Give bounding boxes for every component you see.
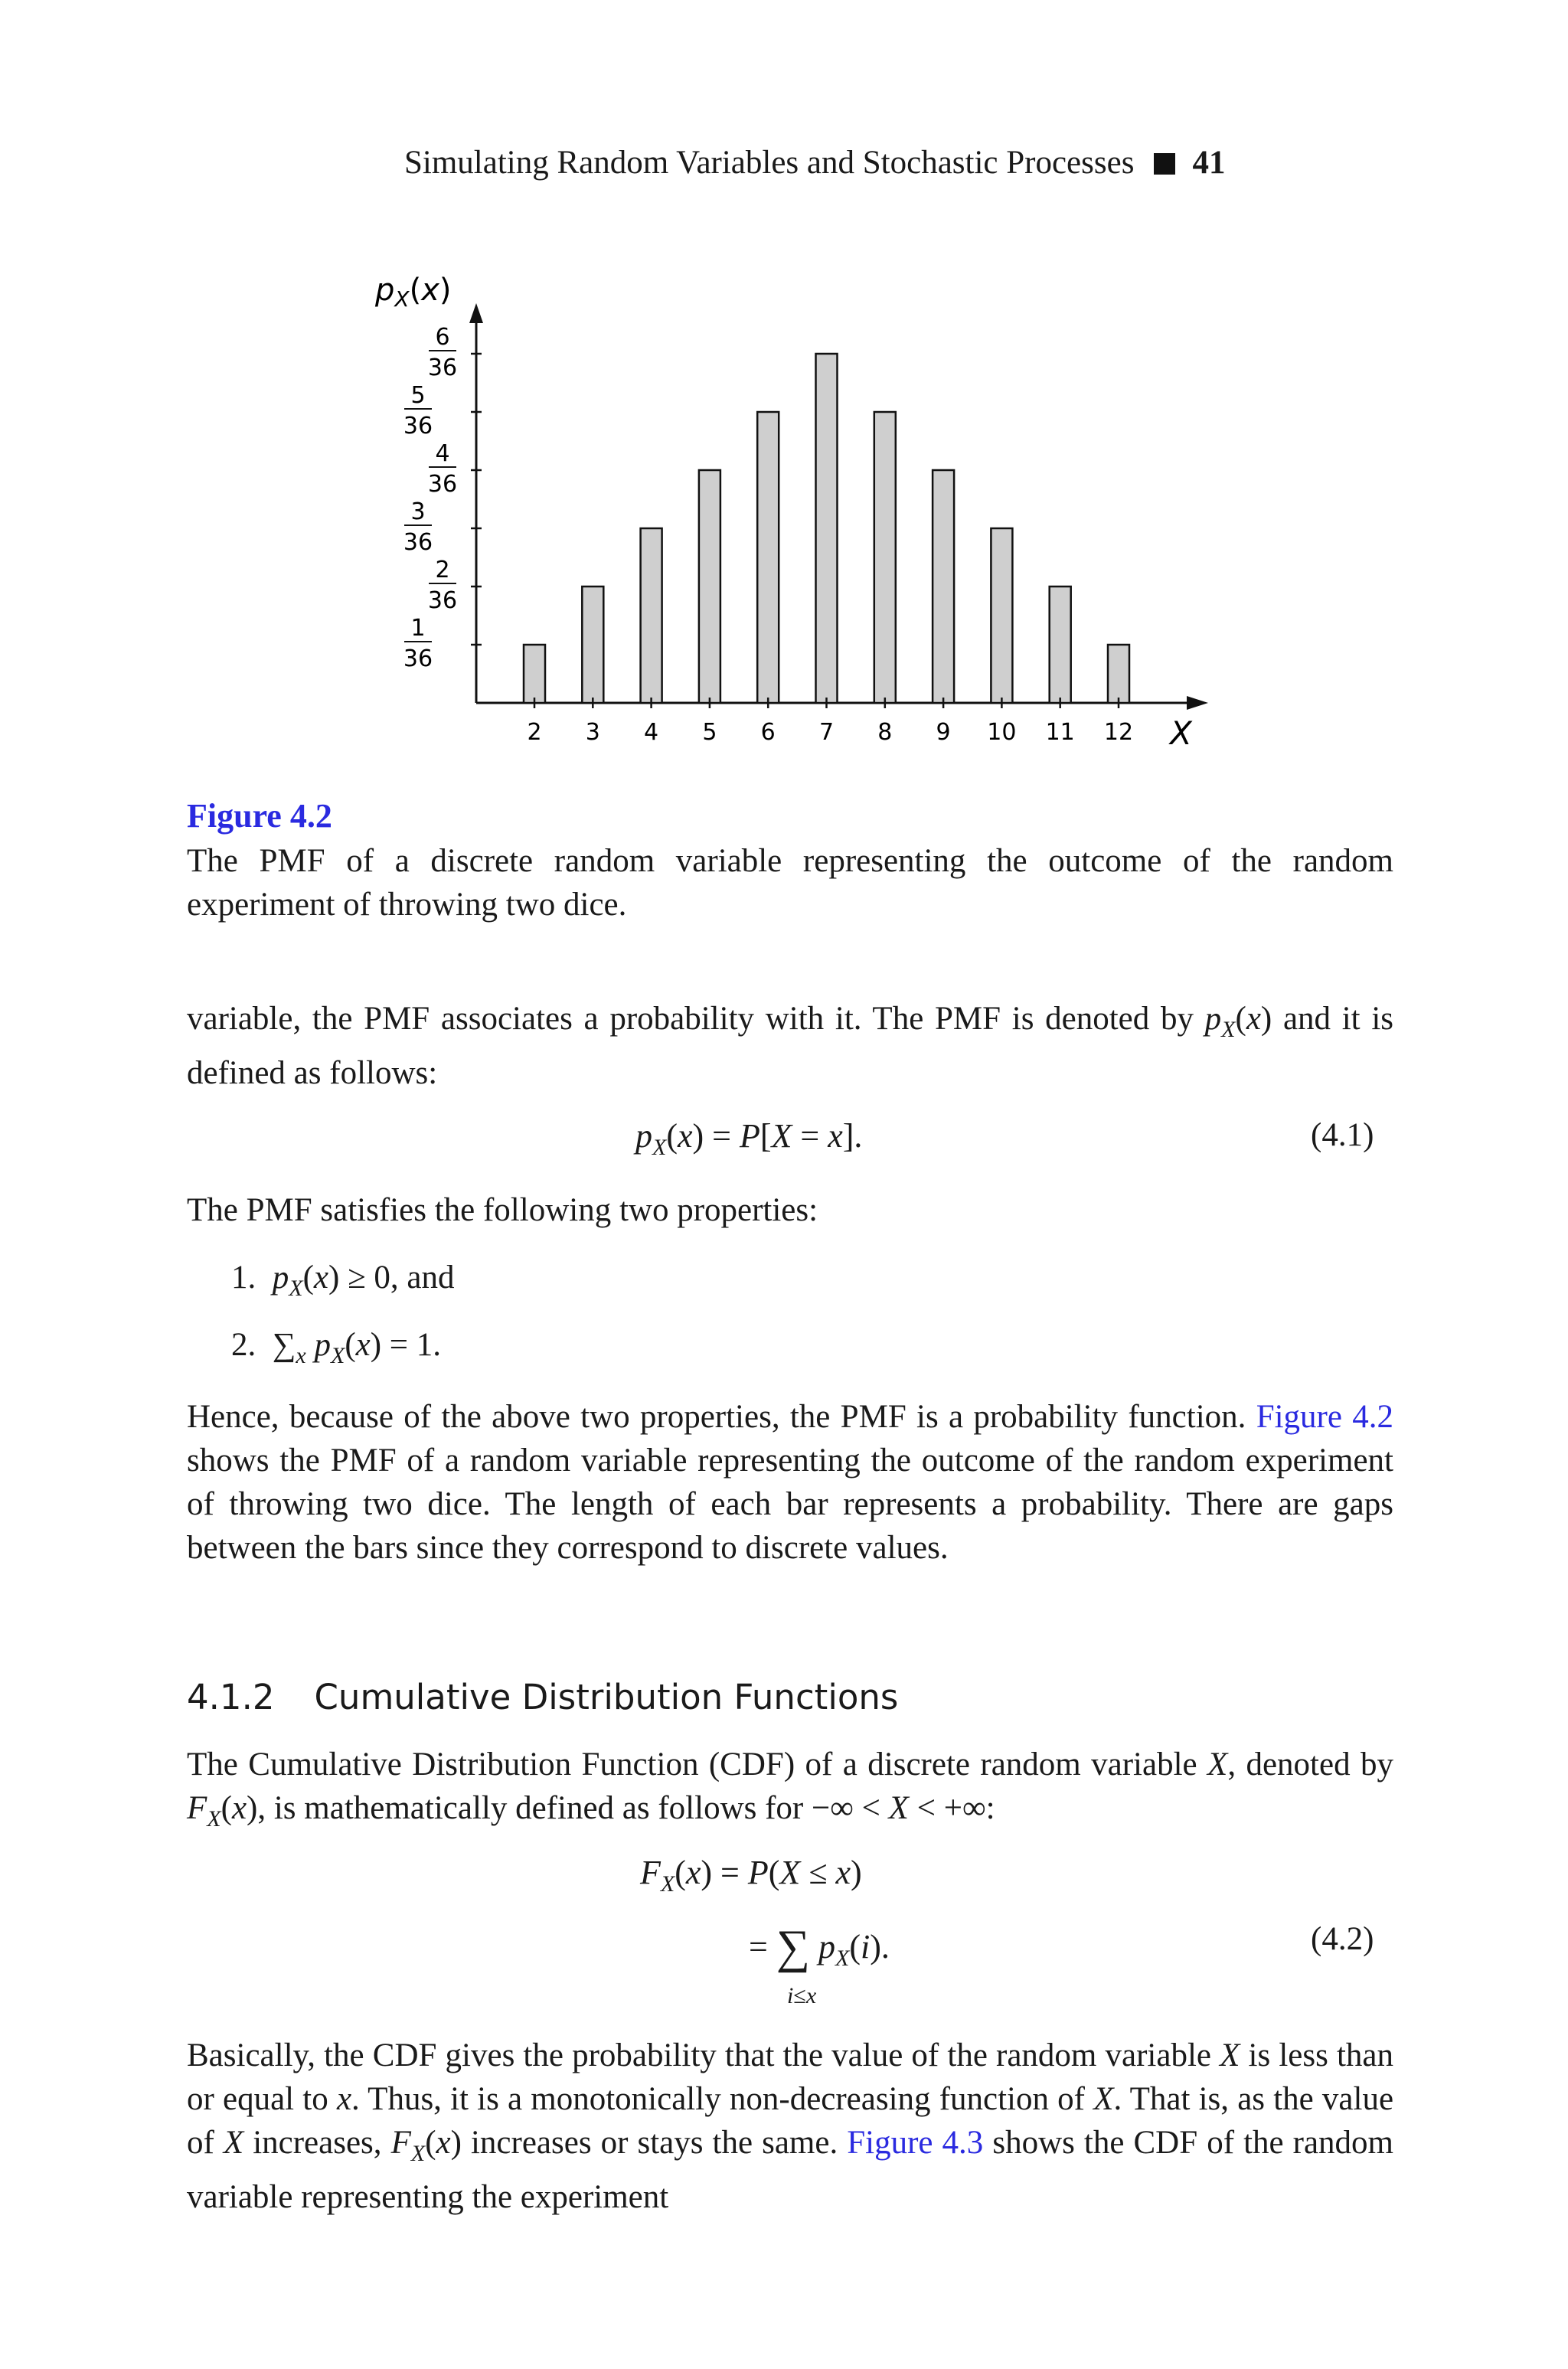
paragraph-3: Hence, because of the above two properties, the PMF is a probability function. Figure 4.2 shows the PMF of a random variable representing the outcome of the random experiment of throwing two dice. The length of each bar represents a probability. There are gaps between the bars since they correspond to discrete values. [187,1399,1393,1566]
figure-caption: The PMF of a discrete random variable representing the outcome of the random experiment of throwing two dice. [187,843,1393,923]
equation-number-4-1: (4.1) [1311,1117,1374,1153]
running-header [404,144,1392,181]
square-icon [1154,153,1175,175]
bar [874,412,896,703]
x-tick-label: 5 [702,719,717,746]
y-tick-numerator: 6 [435,324,450,351]
x-tick-label: 2 [527,719,542,746]
bar [757,412,779,703]
y-tick-numerator: 3 [410,498,426,525]
bar [933,470,954,703]
equation-4-1: $p_X(x) = P[X = x]$. [635,1117,863,1160]
running-title: Simulating Random Variables and Stochastic Processes [404,145,1135,181]
equation-4-2-line-2: = ∑ $p_X(i)$. [749,1921,890,1973]
property-item-2: 2. $\sum_x$ $p_X(x) = 1$. [231,1327,442,1368]
y-tick-denominator: 36 [427,587,458,614]
x-tick-label: 11 [1045,719,1075,746]
bar [991,528,1012,703]
bar [524,645,545,703]
x-tick-label: 10 [987,719,1017,746]
paragraph-1: variable, the PMF associates a probability with it. The PMF is denoted by $p_X(x)$ and it is defined as follows: [187,1001,1393,1091]
section-title: Cumulative Distribution Functions [314,1677,899,1717]
y-axis-label: $p_X(x)$ [375,273,452,312]
y-tick-denominator: 36 [403,645,433,672]
section-number: 4.1.2 [187,1677,275,1717]
x-tick-label: 12 [1103,719,1134,746]
x-tick-label: 3 [585,719,600,746]
pmf-chart [368,260,1240,766]
page-number: 41 [1192,145,1226,181]
bar [699,470,720,703]
y-axis-arrow [469,303,483,323]
equation-number-4-2: (4.2) [1311,1921,1374,1957]
paragraph-5: Basically, the CDF gives the probability that the value of the random variable X is less than or equal to x. Thus, it is a monotonically non-decreasing function of X. That is, as the value of X increases, $F_X(x)$ increases or stays the same. Figure 4.3 shows the CDF of the random variable representing the experiment [187,2037,1394,2215]
bar [1108,645,1129,703]
property-item-1: 1. $p_X(x) \ge 0$, and [231,1260,455,1301]
figure-4-2-link[interactable]: Figure 4.2 [1256,1399,1393,1435]
x-tick-label: 4 [644,719,659,746]
paragraph-2: The PMF satisfies the following two properties: [187,1192,818,1228]
y-tick-numerator: 1 [410,615,426,642]
equation-4-2-line-1: $F_X(x) = P(X \le x)$ [640,1854,862,1897]
x-tick-label: 8 [877,719,893,746]
y-tick-numerator: 2 [435,557,450,583]
x-axis-label: X [1170,714,1192,752]
paragraph-4: The Cumulative Distribution Function (CDF) of a discrete random variable X, denoted by $F_X(x)$, is mathematically defined as follows for −∞ < X < +∞: [187,1747,1393,1831]
bar [816,354,838,703]
y-tick-denominator: 36 [427,471,458,498]
bar [582,587,603,703]
bar [1050,587,1071,703]
figure-label: Figure 4.2 [187,797,332,835]
x-axis-arrow [1187,696,1208,710]
y-tick-denominator: 36 [403,413,433,439]
figure-4-3-link[interactable]: Figure 4.3 [847,2125,984,2161]
y-tick-numerator: 5 [410,382,426,409]
y-tick-numerator: 4 [435,440,450,467]
x-tick-label: 6 [760,719,776,746]
x-tick-label: 7 [818,719,835,746]
x-tick-label: 9 [936,719,951,746]
section-heading [187,1677,898,1717]
y-tick-denominator: 36 [427,355,458,381]
sum-index: i≤x [787,1983,817,2008]
bar [641,528,662,703]
y-tick-denominator: 36 [403,529,433,556]
